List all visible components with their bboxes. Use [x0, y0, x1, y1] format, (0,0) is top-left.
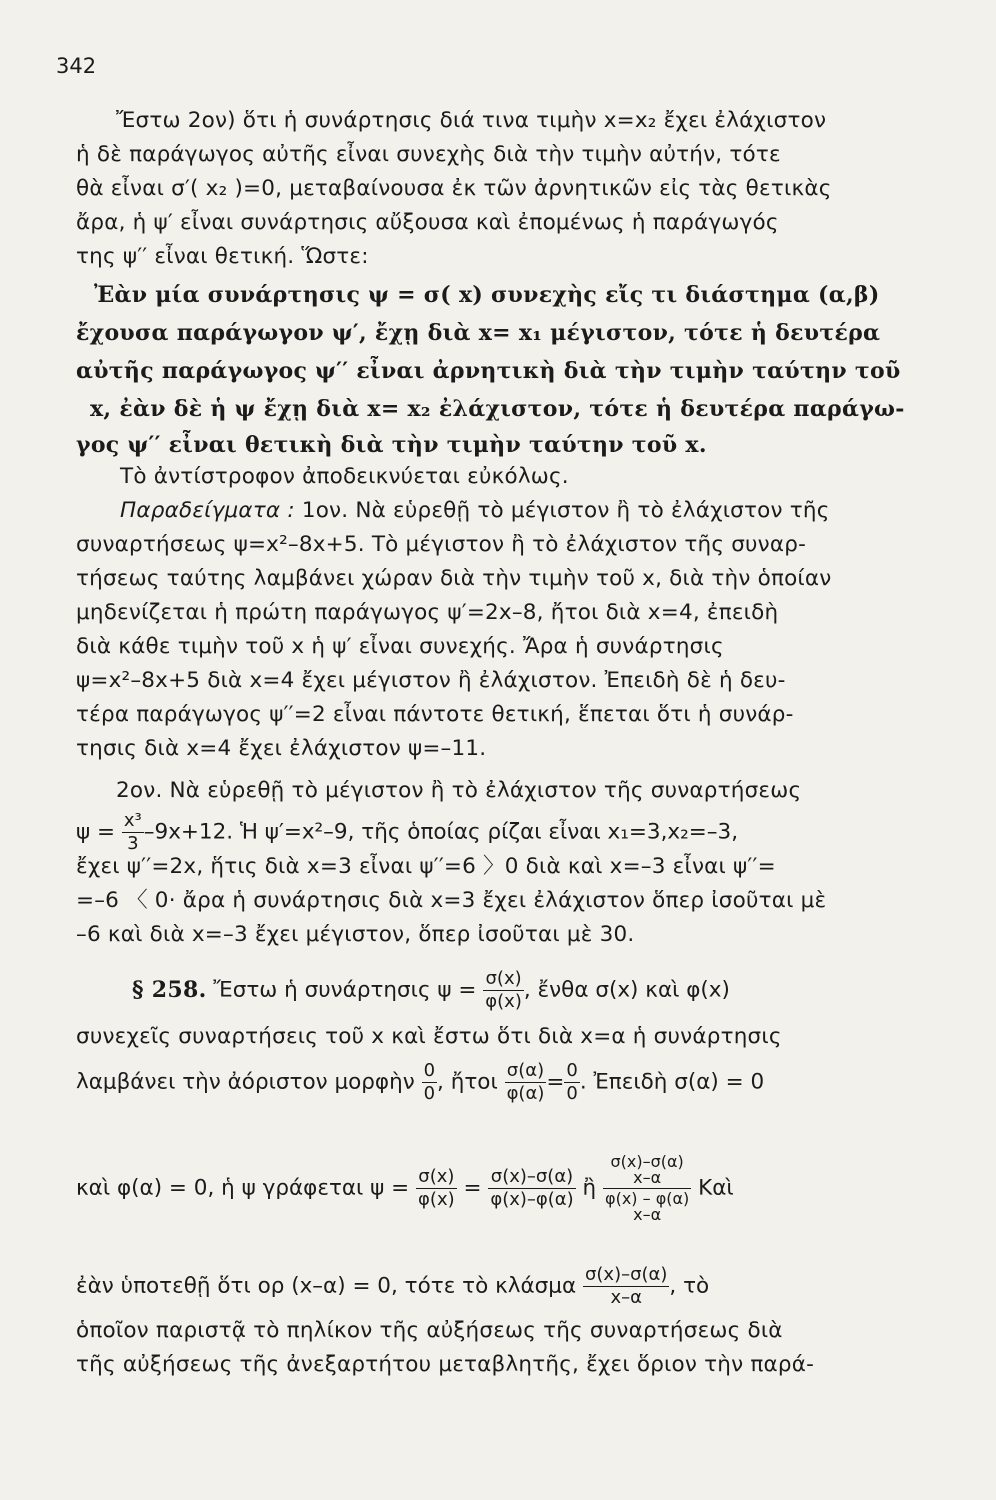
text-line: 2ον. Νὰ εὑρεθῇ τὸ μέγιστον ἢ τὸ ἐλάχιστον τῆς συναρτήσεως — [116, 778, 802, 803]
theorem-line: ἔχουσα παράγωγον ψ′, ἔχῃ διὰ x= x₁ μέγιστον, τότε ἡ δευτέρα — [76, 320, 881, 346]
example2-formula-line: ψ = $\frac{\text{x³}}{3}$ –9x+12. Ἡ ψ′=x²–9, τῆς ὁποίας ρίζαι εἶναι x₁=3,x₂=–3, — [76, 810, 739, 854]
theorem-line: γος ψ′′ εἶναι θετικὴ διὰ τὴν τιμὴν ταύτην τοῦ x. — [76, 432, 707, 458]
formula-line: ἐὰν ὑποτεθῇ ὅτι ορ (x–α) = 0, τότε τὸ κλάσμα $\frac{\sigma(x)-\sigma(\alpha)}{x-\alpha}$ , τὸ — [76, 1264, 710, 1308]
text-line: μηδενίζεται ἡ πρώτη παράγωγος ψ′=2x–8, ἤτοι διὰ x=4, ἐπειδὴ — [76, 600, 779, 625]
fraction: $\frac{\sigma(x)}{\varphi(x)}$ — [418, 1166, 455, 1210]
examples-line — [76, 496, 922, 526]
text-line: ἄρα, ἡ ψ′ εἶναι συνάρτησις αὔξουσα καὶ ἐπομένως ἡ παράγωγός — [76, 210, 779, 235]
text-line: τησις διὰ x=4 ἔχει ἐλάχιστον ψ=–11. — [76, 736, 487, 761]
theorem-line: αὐτῆς παράγωγος ψ′′ εἶναι ἀρνητικὴ διὰ τὴν τιμὴν ταύτην τοῦ — [76, 358, 901, 384]
text-line: ἔχει ψ′′=2x, ἥτις διὰ x=3 εἶναι ψ′′=6 〉0 διὰ καὶ x=–3 εἶναι ψ′′= — [76, 854, 776, 879]
text-line: τήσεως ταύτης λαμβάνει χώραν διὰ τὴν τιμὴν τοῦ x, διὰ τὴν ὁποίαν — [76, 566, 832, 591]
formula-line: καὶ φ(α) = 0, ἡ ψ γράφεται ψ = $\frac{\sigma(x)}{\varphi(x)}$ = $\frac{\sigma(x)-\sigma(\alpha)}{\varphi(x)-\varphi(\alpha)}$ ἢ σ(x)–σ(α) x–α φ(x) – φ(α) x–α Καὶ — [76, 1152, 734, 1224]
theorem-line: x, ἐὰν δὲ ἡ ψ ἔχῃ διὰ x= x₂ ἐλάχιστον, τότε ἡ δευτέρα παράγω- — [90, 396, 905, 422]
page-number: 342 — [56, 54, 97, 78]
text-line: –6 καὶ διὰ x=–3 ἔχει μέγιστον, ὅπερ ἰσοῦται μὲ 30. — [76, 922, 635, 947]
fraction: $\frac{\sigma(x)}{\varphi(x)}$ — [485, 968, 522, 1012]
text-line: ὁποῖον παριστᾷ τὸ πηλίκον τῆς αὐξήσεως τῆς συναρτήσεως διὰ — [76, 1318, 783, 1343]
compound-fraction: σ(x)–σ(α) x–α φ(x) – φ(α) x–α — [605, 1152, 690, 1224]
fraction: $\frac{0}{0}$ — [423, 1060, 436, 1104]
text-line: θὰ εἶναι σ′( x₂ )=0, μεταβαίνουσα ἐκ τῶν ἀρνητικῶν εἰς τὰς θετικὰς — [76, 176, 832, 201]
section-mark: § 258. — [132, 976, 207, 1003]
fraction: $\frac{\sigma(x)-\sigma(\alpha)}{x-\alpha}$ — [584, 1264, 668, 1308]
text-line: της ψ′′ εἶναι θετική. Ὥστε: — [76, 244, 369, 269]
examples-label: Παραδείγματα : — [120, 498, 295, 523]
fraction: $\frac{0}{0}$ — [566, 1060, 578, 1104]
text-line: =–6 〈 0· ἄρα ἡ συνάρτησις διὰ x=3 ἔχει ἐλάχιστον ὅπερ ἰσοῦται μὲ — [76, 888, 827, 913]
text-line: ἡ δὲ παράγωγος αὐτῆς εἶναι συνεχὴς διὰ τὴν τιμὴν αὐτήν, τότε — [76, 142, 781, 167]
section-258-line: § 258. Ἔστω ἡ συνάρτησις ψ = $\frac{\sigma(x)}{\varphi(x)}$ , ἔνθα σ(x) καὶ φ(x) — [132, 968, 730, 1012]
formula-line: λαμβάνει τὴν ἀόριστον μορφὴν $\frac{0}{0}$ , ἤτοι $\frac{\sigma(\alpha)}{\varphi(\alpha)}$ = $\frac{0}{0}$ . Ἐπειδὴ σ(α) = 0 — [76, 1060, 765, 1104]
text-line: συνεχεῖς συναρτήσεις τοῦ x καὶ ἔστω ὅτι διὰ x=α ἡ συνάρτησις — [76, 1024, 782, 1049]
text-line: Ἔστω 2ον) ὅτι ἡ συνάρτησις διά τινα τιμὴν x=x₂ ἔχει ἐλάχιστον — [116, 108, 827, 133]
theorem-line: Ἐὰν μία συνάρτησις ψ = σ( x) συνεχὴς εἴς τι διάστημα (α,β) — [94, 282, 880, 308]
text-line: τέρα παράγωγος ψ′′=2 εἶναι πάντοτε θετική, ἕπεται ὅτι ἡ συνάρ- — [76, 702, 794, 727]
text-line: τῆς αὐξήσεως τῆς ἀνεξαρτήτου μεταβλητῆς, ἔχει ὅριον τὴν παρά- — [76, 1352, 815, 1377]
text-line: διὰ κάθε τιμὴν τοῦ x ἡ ψ′ εἶναι συνεχής. Ἄρα ἡ συνάρτησις — [76, 634, 724, 659]
fraction: $\frac{\sigma(\alpha)}{\varphi(\alpha)}$ — [506, 1060, 545, 1104]
example1-first: 1ον. Νὰ εὑρεθῇ τὸ μέγιστον ἢ τὸ ἐλάχιστον τῆς — [294, 498, 830, 523]
text-line: συναρτήσεως ψ=x²–8x+5. Τὸ μέγιστον ἢ τὸ ἐλάχιστον τῆς συναρ- — [76, 532, 807, 557]
fraction: $\frac{\text{x³}}{3}$ — [123, 810, 142, 854]
converse-line: Τὸ ἀντίστροφον ἀποδεικνύεται εὐκόλως. — [120, 464, 569, 489]
text-line: ψ=x²–8x+5 διὰ x=4 ἔχει μέγιστον ἢ ἐλάχιστον. Ἐπειδὴ δὲ ἡ δευ- — [76, 668, 786, 693]
fraction: $\frac{\sigma(x)-\sigma(\alpha)}{\varphi(x)-\varphi(\alpha)}$ — [490, 1166, 574, 1210]
